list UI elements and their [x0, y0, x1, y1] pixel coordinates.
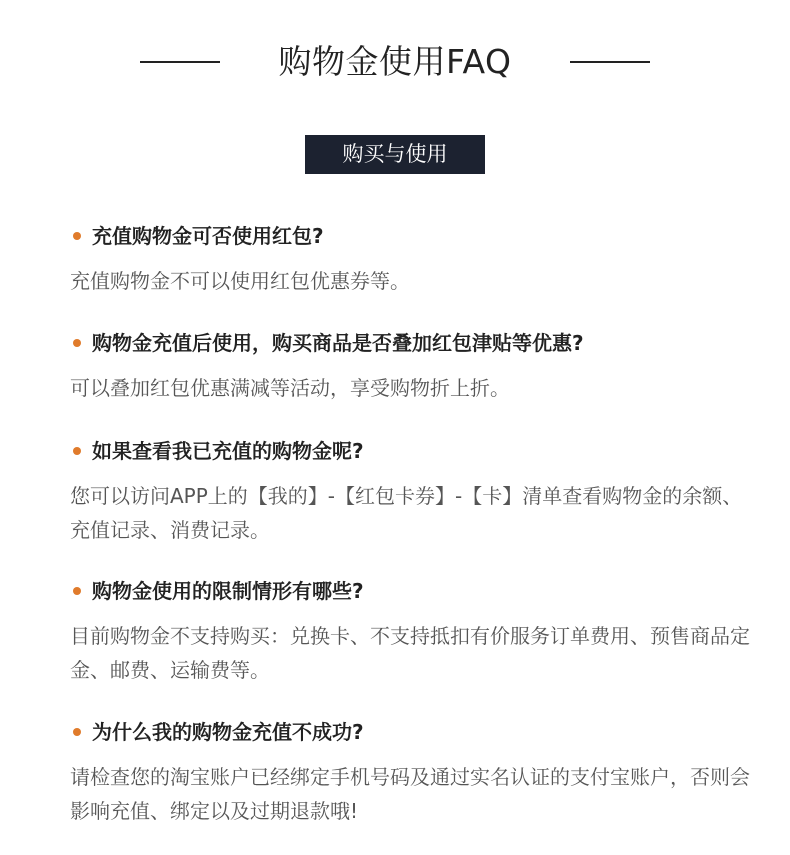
faq-question	[70, 433, 750, 469]
faq-question	[70, 573, 750, 609]
faq-question-text: 购物金充值后使用，购买商品是否叠加红包津贴等优惠?	[92, 331, 584, 355]
bullet-dot-icon	[73, 447, 81, 455]
faq-answer: 充值购物金不可以使用红包优惠券等。	[70, 269, 410, 293]
faq-question-text: 如果查看我已充值的购物金呢?	[92, 439, 364, 463]
faq-question-text: 为什么我的购物金充值不成功?	[92, 720, 364, 744]
faq-question	[70, 325, 750, 361]
faq-item	[70, 714, 750, 828]
faq-item	[70, 573, 750, 687]
bullet-dot-icon	[73, 728, 81, 736]
faq-item	[70, 325, 750, 405]
title-row	[0, 38, 790, 86]
bullet-dot-icon	[73, 232, 81, 240]
faq-answer: 请检查您的淘宝账户已经绑定手机号码及通过实名认证的支付宝账户，否则会影响充值、绑定以及过期退款哦!	[70, 765, 750, 823]
page-title: 购物金使用FAQ	[278, 42, 512, 81]
faq-answer: 您可以访问APP上的【我的】-【红包卡券】-【卡】清单查看购物金的余额、充值记录、消费记录。	[70, 484, 743, 542]
faq-item	[70, 218, 750, 298]
faq-question-text: 充值购物金可否使用红包?	[92, 224, 324, 248]
faq-question-text: 购物金使用的限制情形有哪些?	[92, 579, 364, 603]
bullet-dot-icon	[73, 587, 81, 595]
faq-answer: 可以叠加红包优惠满减等活动，享受购物折上折。	[70, 376, 510, 400]
faq-answer: 目前购物金不支持购买：兑换卡、不支持抵扣有价服务订单费用、预售商品定金、邮费、运输费等。	[70, 624, 750, 682]
faq-question	[70, 218, 750, 254]
title-divider-right	[570, 61, 650, 63]
faq-item	[70, 433, 750, 547]
bullet-dot-icon	[73, 339, 81, 347]
faq-question	[70, 714, 750, 750]
section-badge: 购买与使用	[305, 135, 485, 174]
